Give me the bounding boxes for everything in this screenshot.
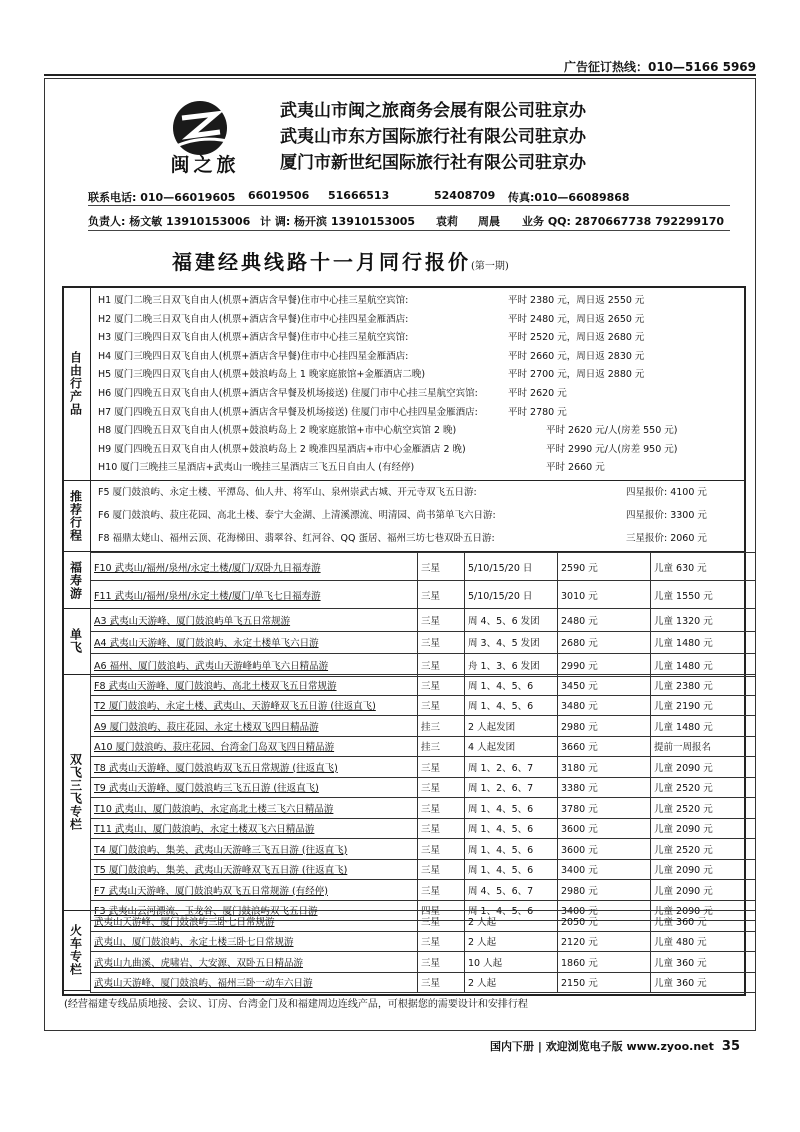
page-title: 福建经典线路十一月同行报价(第一期) [172,250,509,274]
route-price: 三星报价: 2060 元 [626,533,707,544]
table-row [91,952,756,973]
cell-price: 1860 元 [558,952,651,973]
cell-child: 儿童 1320 元 [651,609,756,632]
route-price: 四星报价: 4100 元 [626,487,707,498]
route-price: 平时 2990 元/人(房差 950 元) [546,443,678,455]
table-row [91,581,756,609]
table-row [91,972,756,993]
cell-child: 儿童 1480 元 [651,631,756,654]
cell-price: 3010 元 [558,581,651,609]
cell-route: F11 武夷山/福州/泉州/永定土楼/厦门/单飞七日福寿游 [91,581,418,609]
route-price: 平时 2380 元，周日返 2550 元 [508,295,645,306]
cell-child: 儿童 360 元 [651,952,756,973]
cell-child: 儿童 2520 元 [651,777,756,798]
route-price: 平时 2620 元/人(房差 550 元) [546,425,678,437]
route-text: F8 福鼎太姥山、福州云顶、花海梯田、翡翠谷、红河谷、QQ 蛋居、福州三坊七巷双卧五日游: [98,533,495,544]
cell-route: T2 厦门鼓浪屿、永定土楼、武夷山、天游峰双飞五日游 (往返直飞) [91,695,418,716]
cell-date: 2 人起 [465,911,558,932]
divider [88,230,730,231]
table-row [91,736,756,757]
cell-date: 周 1、4、5、6 [465,859,558,880]
cell-date: 周 1、4、5、6 [465,695,558,716]
fax: 传真:010—66089868 [508,191,630,204]
business-qq: 业务 QQ: 2870667738 792299170 [522,215,725,228]
cell-price: 3780 元 [558,798,651,819]
cell-child: 提前一周报名 [651,736,756,757]
cell-price: 2990 元 [558,654,651,677]
cell-date: 2 人起发团 [465,716,558,737]
cell-star: 三星 [418,695,465,716]
staff-name-2: 周晨 [478,215,500,228]
cell-child: 儿童 2090 元 [651,859,756,880]
phone-main: 联系电话: 010—66019605 [88,191,236,204]
cell-date: 周 4、5、6、7 [465,880,558,901]
cell-price: 3380 元 [558,777,651,798]
ad-hotline: 广告征订热线：010—5166 5969 [563,60,756,74]
cell-star: 三星 [418,631,465,654]
cell-child: 儿童 2090 元 [651,818,756,839]
phone-4: 52408709 [434,189,496,202]
cell-star: 三星 [418,880,465,901]
route-text: F5 厦门鼓浪屿、永定土楼、平潭岛、仙人井、将军山、泉州崇武古城、开元寺双飞五日游: [98,487,477,498]
cell-child: 儿童 630 元 [651,553,756,581]
cell-route: F10 武夷山/福州/泉州/永定土楼/厦门/双卧九日福寿游 [91,553,418,581]
company-name-1: 武夷山市闽之旅商务会展有限公司驻京办 [280,101,586,121]
section-train: 火车专栏 [62,910,91,991]
cell-star: 三星 [418,553,465,581]
cell-date: 2 人起 [465,931,558,952]
cell-child: 儿童 2090 元 [651,757,756,778]
issue-label: (第一期) [471,261,509,272]
cell-star: 三星 [418,911,465,932]
phone-2: 66019506 [248,189,310,202]
table-row [91,777,756,798]
table-row [91,716,756,737]
business-note: (经营福建专线品质地接、会议、订房、台湾金门及和福建周边连线产品，可根据您的需要设计和安排行程 [64,999,528,1010]
cell-route: F8 武夷山天游峰、厦门鼓浪屿、高北土楼双飞五日常规游 [91,675,418,696]
cell-star: 三星 [418,839,465,860]
table-row [91,654,756,677]
cell-route: T8 武夷山天游峰、厦门鼓浪屿双飞五日常规游 (往返直飞) [91,757,418,778]
route-text: H5 厦门三晚四日双飞自由人(机票+鼓浪屿岛上 1 晚家庭旅馆+金雁酒店二晚) [98,369,426,381]
cell-date: 周 1、2、6、7 [465,777,558,798]
route-text: F6 厦门鼓浪屿、菽庄花园、高北土楼、泰宁大金湖、上清溪漂流、明清园、尚书第单飞六日游: [98,510,496,521]
cell-price: 3450 元 [558,675,651,696]
route-text: H8 厦门四晚五日双飞自由人(机票+鼓浪屿岛上 2 晚家庭旅馆+市中心航空宾馆 2 晚) [98,425,457,437]
cell-date: 5/10/15/20 日 [465,581,558,609]
route-price: 平时 2480 元，周日返 2650 元 [508,313,645,325]
cell-price: 2050 元 [558,911,651,932]
table-row [91,798,756,819]
cell-route: A9 厦门鼓浪屿、菽庄花园、永定土楼双飞四日精品游 [91,716,418,737]
footer-section: 国内下册 [490,1040,534,1053]
route-price: 平时 2620 元 [508,388,567,399]
cell-price: 2120 元 [558,931,651,952]
route-price: 平时 2520 元，周日返 2680 元 [508,332,645,344]
cell-date: 5/10/15/20 日 [465,553,558,581]
cell-date: 周 1、4、5、6 [465,818,558,839]
table-row [91,553,756,581]
route-text: H2 厦门二晚三日双飞自由人(机票+酒店含早餐)住市中心挂四星金雁酒店: [98,313,409,325]
table-row [91,931,756,952]
cell-route: T5 厦门鼓浪屿、集美、武夷山天游峰双飞五日游 (往返直飞) [91,859,418,880]
table-row [91,609,756,632]
cell-price: 3400 元 [558,900,651,921]
cell-child: 儿童 2190 元 [651,695,756,716]
manager: 负责人: 杨文敏 13910153006 [88,215,251,228]
cell-price: 2980 元 [558,880,651,901]
table-row [91,757,756,778]
table-row [91,818,756,839]
cell-route: F3 武夷山云河漂流、玉龙谷、厦门鼓浪屿双飞五日游 [91,900,418,921]
route-text: H10 厦门三晚挂三星酒店+武夷山一晚挂三星酒店三飞五日自由人 (有经停) [98,462,415,474]
page-number: 35 [721,1039,740,1054]
cell-date: 2 人起 [465,972,558,993]
table-row [91,695,756,716]
logo-text: 闽之旅 [170,154,240,176]
cell-child: 儿童 360 元 [651,911,756,932]
cell-child: 儿童 2520 元 [651,839,756,860]
cell-star: 三星 [418,777,465,798]
cell-date: 周 1、4、5、6 [465,798,558,819]
cell-child: 儿童 1480 元 [651,654,756,677]
route-price: 平时 2660 元 [546,462,605,474]
cell-price: 3600 元 [558,818,651,839]
cell-child: 儿童 2380 元 [651,675,756,696]
cell-child: 儿童 360 元 [651,972,756,993]
cell-star: 挂三 [418,716,465,737]
price-table [90,910,756,993]
cell-route: A10 厦门鼓浪屿、菽庄花园、台湾金门岛双飞四日精品游 [91,736,418,757]
cell-star: 三星 [418,972,465,993]
divider [62,480,744,481]
cell-price: 3400 元 [558,859,651,880]
cell-star: 三星 [418,798,465,819]
cell-date: 周 1、4、5、6 [465,675,558,696]
cell-route: T9 武夷山天游峰、厦门鼓浪屿三飞五日游 (往返直飞) [91,777,418,798]
company-name-2: 武夷山市东方国际旅行社有限公司驻京办 [280,127,586,147]
table-row [91,839,756,860]
section-recommend: 推荐行程 [62,481,91,552]
route-text: H3 厦门三晚四日双飞自由人(机票+酒店含早餐)住市中心挂三星航空宾馆: [98,332,409,344]
cell-price: 2150 元 [558,972,651,993]
page-footer: 国内下册 | 欢迎浏览电子版 www.zyoo.net 35 [490,1039,740,1054]
section-double-flight: 双飞三飞专栏 [62,674,91,911]
cell-child: 儿童 2090 元 [651,880,756,901]
cell-route: A4 武夷山天游峰、厦门鼓浪屿、永定土楼单飞六日游 [91,631,418,654]
cell-route: T4 厦门鼓浪屿、集美、武夷山天游峰三飞五日游 (往返直飞) [91,839,418,860]
route-price: 平时 2660 元，周日返 2830 元 [508,350,645,362]
cell-route: 武夷山、厦门鼓浪屿、永定土楼三卧七日常规游 [91,931,418,952]
route-text: H7 厦门四晚五日双飞自由人(机票+酒店含早餐及机场接送) 住厦门市中心挂四星金雁酒店: [98,406,478,418]
price-table [90,552,756,609]
table-row [91,880,756,901]
route-text: H1 厦门二晚三日双飞自由人(机票+酒店含早餐)住市中心挂三星航空宾馆: [98,295,409,306]
table-row [91,631,756,654]
cell-star: 挂三 [418,736,465,757]
planner: 计 调: 杨开滨 13910153005 [260,215,416,228]
cell-route: 武夷山天游峰、厦门鼓浪屿、福州三卧一动车六日游 [91,972,418,993]
cell-star: 三星 [418,818,465,839]
cell-star: 三星 [418,757,465,778]
section-fushou: 福寿游 [62,552,91,609]
cell-star: 三星 [418,931,465,952]
route-text: H6 厦门四晚五日双飞自由人(机票+酒店含早餐及机场接送) 住厦门市中心挂三星航空宾馆: [98,388,478,399]
phone-3: 51666513 [328,189,390,202]
cell-date: 周 4、5、6 发团 [465,609,558,632]
divider [44,74,756,76]
cell-child: 儿童 2520 元 [651,798,756,819]
price-table [90,608,756,677]
cell-date: 4 人起发团 [465,736,558,757]
route-price: 平时 2700 元，周日返 2880 元 [508,369,645,381]
cell-price: 2980 元 [558,716,651,737]
cell-star: 三星 [418,675,465,696]
cell-star: 四星 [418,900,465,921]
cell-date: 10 人起 [465,952,558,973]
cell-route: 武夷山九曲溪、虎啸岩、大安源、双卧五日精品游 [91,952,418,973]
table-row [91,675,756,696]
cell-date: 周 1、2、6、7 [465,757,558,778]
cell-price: 3180 元 [558,757,651,778]
cell-route: A6 福州、厦门鼓浪屿、武夷山天游峰屿单飞六日精品游 [91,654,418,677]
cell-child: 儿童 2090 元 [651,900,756,921]
cell-route: 武夷山天游峰、厦门鼓浪屿三卧七日常规游 [91,911,418,932]
cell-price: 3660 元 [558,736,651,757]
cell-price: 3600 元 [558,839,651,860]
company-name-3: 厦门市新世纪国际旅行社有限公司驻京办 [280,153,586,173]
cell-date: 周 1、4、5、6 [465,900,558,921]
cell-price: 2480 元 [558,609,651,632]
section-single-flight: 单飞 [62,608,91,675]
divider [88,205,730,206]
cell-price: 2680 元 [558,631,651,654]
cell-date: 舟 1、3、6 发团 [465,654,558,677]
cell-star: 三星 [418,952,465,973]
cell-route: T11 武夷山、厦门鼓浪屿、永定土楼双飞六日精品游 [91,818,418,839]
cell-child: 儿童 1480 元 [651,716,756,737]
cell-child: 儿童 480 元 [651,931,756,952]
route-price: 平时 2780 元 [508,406,567,418]
route-text: H9 厦门四晚五日双飞自由人(机票+鼓浪屿岛上 2 晚准四星酒店+市中心金雁酒店 2 晚) [98,443,466,455]
cell-star: 三星 [418,859,465,880]
cell-date: 周 1、4、5、6 [465,839,558,860]
cell-star: 三星 [418,654,465,677]
staff-name-1: 袁莉 [436,215,458,228]
cell-child: 儿童 1550 元 [651,581,756,609]
footer-site: 欢迎浏览电子版 www.zyoo.net [545,1040,714,1053]
price-table [90,674,756,921]
cell-date: 周 3、4、5 发团 [465,631,558,654]
section-free-travel: 自由行产品 [62,286,91,481]
cell-route: T10 武夷山、厦门鼓浪屿、永定高北土楼三飞六日精品游 [91,798,418,819]
route-price: 四星报价: 3300 元 [626,510,707,521]
cell-price: 3480 元 [558,695,651,716]
table-row [91,859,756,880]
route-text: H4 厦门三晚四日双飞自由人(机票+酒店含早餐)住市中心挂四星金雁酒店: [98,350,409,362]
cell-star: 三星 [418,581,465,609]
cell-route: F7 武夷山天游峰、厦门鼓浪屿双飞五日常规游 (有经停) [91,880,418,901]
cell-route: A3 武夷山天游峰、厦门鼓浪屿单飞五日常规游 [91,609,418,632]
cell-star: 三星 [418,609,465,632]
table-row [91,911,756,932]
cell-price: 2590 元 [558,553,651,581]
